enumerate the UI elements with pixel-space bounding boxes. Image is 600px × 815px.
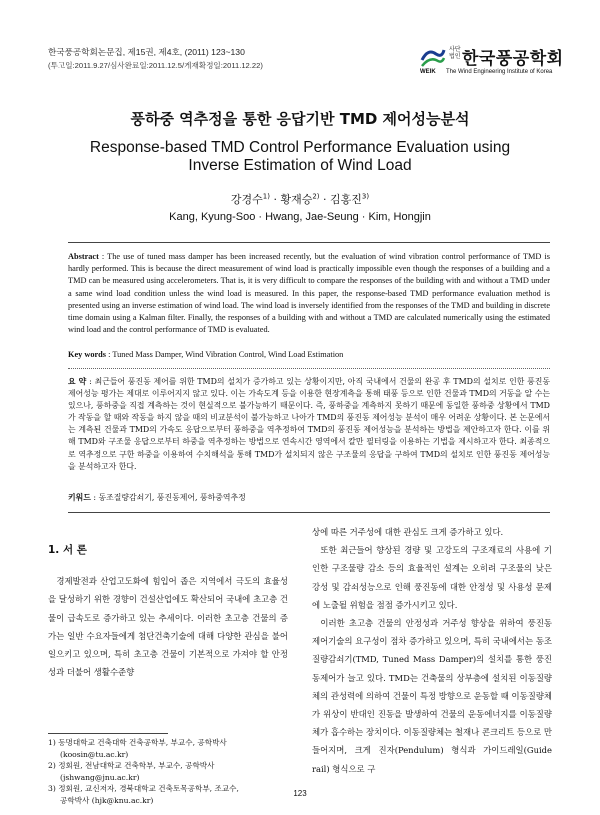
author-name: 김홍진 (330, 193, 362, 206)
footnote-line: 2) 정회원, 전남대학교 건축학부, 부교수, 공학박사 (48, 761, 215, 770)
korean-keywords-text: : 동조질량감쇠기, 풍진동제어, 풍하중역추정 (93, 493, 246, 502)
author-name: 강경수 (230, 193, 263, 206)
korean-abstract (68, 376, 550, 473)
footnote-line: (jshwang@jnu.ac.kr) (60, 772, 140, 782)
author-affil-mark: 2) (312, 192, 320, 201)
keywords (68, 350, 550, 359)
wind-logo-icon (420, 46, 446, 68)
author-separator: · (323, 193, 327, 206)
title-english-line2: Inverse Estimation of Wind Load (188, 157, 412, 174)
keywords-text: : Tuned Mass Damper, Wind Vibration Control, Wind Load Estimation (108, 350, 344, 359)
body-paragraph: 상에 따른 거주성에 대한 관심도 크게 증가하고 있다. (312, 527, 504, 537)
footnote-line: 3) 정회원, 교신저자, 경북대학교 건축토목공학부, 조교수, (48, 784, 239, 793)
abstract (68, 251, 550, 336)
page-number: 123 (293, 789, 307, 798)
author-separator: · (273, 193, 277, 206)
korean-abstract-label: 요 약 (68, 377, 87, 386)
abstract-label: Abstract (68, 252, 99, 261)
abstract-divider (68, 368, 550, 369)
title-korean: 풍하중 역추정을 통한 응답기반 TMD 제어성능분석 (130, 110, 470, 128)
logo-english: The Wind Engineering Institute of Korea (446, 69, 553, 75)
footnote-rule (48, 733, 168, 734)
author-affil-mark: 1) (262, 192, 270, 201)
right-column (312, 523, 552, 778)
korean-keywords-label: 키워드 (68, 493, 91, 502)
abstract-bottom-rule (68, 512, 550, 513)
logo-name: 한국풍공학회 (462, 49, 564, 68)
logo-small-text: 사단 법인 (449, 47, 461, 60)
body-paragraph: 경제발전과 산업고도화에 힘입어 좁은 지역에서 극도의 효율성을 달성하기 위한 경향이 건설산업에도 확산되어 국내에 초고층 건물이 급속도로 증가하고 있는 추세이다. 이러한 초고층 건물의 증가는 일반 수요자들에게 첨단건축기술에 대해 다양한 관심을 불어 일으키고 있으며, 특히 초고층 건물이 기본적으로 가져야 할 안정성과 더불어 생활수준향 (48, 576, 288, 678)
weik-logo (420, 44, 570, 78)
abstract-top-rule (68, 242, 550, 243)
footnote-line: (koosin@tu.ac.kr) (60, 749, 129, 759)
section-heading: 1. 서 론 (48, 544, 87, 556)
korean-abstract-text: : 최근들어 풍진동 제어를 위한 TMD의 설치가 증가하고 있는 상황이지만, 아직 국내에서 건물의 완공 후 TMD의 설치로 인한 풍진동 제어성능 평가는 제대로 이루어지지 않고 있다. 이는 가속도계 등을 이용한 현장계측을 통해 태풍 등으로 인한 건물과 TMD의 거동을 알 수는 있으나, 풍하중을 직접 계측하는 것이 현실적으로 불가능하기 때문이다. 즉, 풍하중을 계측하지 못하기 때문에 동일한 풍하중 상황에서 TMD가 작동을 할 때와 작동을 하지 않을 때의 비교분석이 불가능하고 나아가 TMD의 풍진동 제어성능 분석이 매우 어려운 상황이다. 본 논문에서는 계측된 건물과 TMD의 가속도 응답으로부터 풍하중을 역추정하여 TMD의 풍진동 제어성능을 분석하는 방법을 제안하고자 한다. 이를 위해 TMD와 구조물 응답으로부터 하중을 역추정하는 방법으로 연속시간 영역에서 칼만 필터링을 이용하는 기법을 제시하고자 한다. 최종적으로 역추정으로 구한 하중을 이용하여 수치해석을 통해 TMD가 설치되지 않은 구조물의 응답을 구하여 TMD의 설치로 인한 풍진동 제어성능을 분석하고자 한다. (68, 377, 550, 471)
title-english (0, 139, 600, 175)
author-affil-mark: 3) (361, 192, 370, 201)
footnote-line: 1) 동명대학교 건축대학 건축공학부, 부교수, 공학박사 (48, 738, 227, 747)
authors-english: Kang, Kyung-Soo · Hwang, Jae-Seung · Kim, Hongjin (169, 211, 431, 223)
footnote-line: 공학박사 (hjk@knu.ac.kr) (60, 795, 154, 805)
submission-dates: (투고일:2011.9.27/심사완료일:2011.12.5/게재확정일:2011.12.22) (48, 61, 263, 70)
abstract-text: : The use of tuned mass damper has been increased recently, but the evaluation of wind vibration control performance of TMD is hardly performed. This is because the direct measurement of wind load is practically impossible even though the responses of a building and a TMD can be measured using accelerometers. That is, it is very difficult to compare the responses of the building with and without a TMD under a same wind load condition unless the wind load is measured. In this paper, the response-based TMD performance evaluation method is presented using an inverse estimation of wind load. The wind load is inversely identified from the responses of the TMD and building in discrete time domain using a Kalman filter. Finally, the responses of a building with and without a TMD are calculated numerically using the estimated wind load and the control performance of TMD is evaluated. (68, 252, 550, 335)
left-column (48, 541, 288, 681)
authors-korean (0, 191, 600, 207)
body-paragraph: 이러한 초고층 건물의 안정성과 거주성 향상을 위하여 풍진동 제어기술의 요구성이 점차 증가하고 있으며, 특히 국내에서는 동조질량감쇠기(TMD, Tuned Mass Damper)의 설치를 통한 풍진동제어가 늘고 있다. TMD는 건축물의 상부층에 설치된 이동질량체의 관성력에 의하여 건물이 특정 방향으로 운동할 때 이동질량체가 위상이 반대인 진동을 발생하여 건물의 운동에너지를 이동질량체가 흡수하는 장치이다. 이동질량체는 철재나 콘크리트 등으로 만들어지며, 크게 진자(Pendulum) 형식과 가이드레일(Guide rail) 형식으로 구 (312, 618, 552, 774)
author-name: 황재승 (280, 193, 313, 206)
journal-citation: 한국풍공학회논문집, 제15권, 제4호, (2011) 123~130 (48, 47, 245, 57)
keywords-label: Key words (68, 350, 107, 359)
logo-abbr: WEIK (420, 69, 436, 75)
korean-keywords (68, 492, 550, 503)
body-paragraph: 또한 최근들어 향상된 경량 및 고강도의 구조재료의 사용에 기인한 구조물량 감소 등의 효율적인 설계는 오히려 구조물의 낮은 강성 및 감쇠성능으로 인해 풍진동에 대한 안정성 및 사용성 문제에 노출될 위험을 점점 증가시키고 있다. (312, 545, 552, 610)
title-english-line1: Response-based TMD Control Performance Evaluation using (89, 139, 511, 156)
